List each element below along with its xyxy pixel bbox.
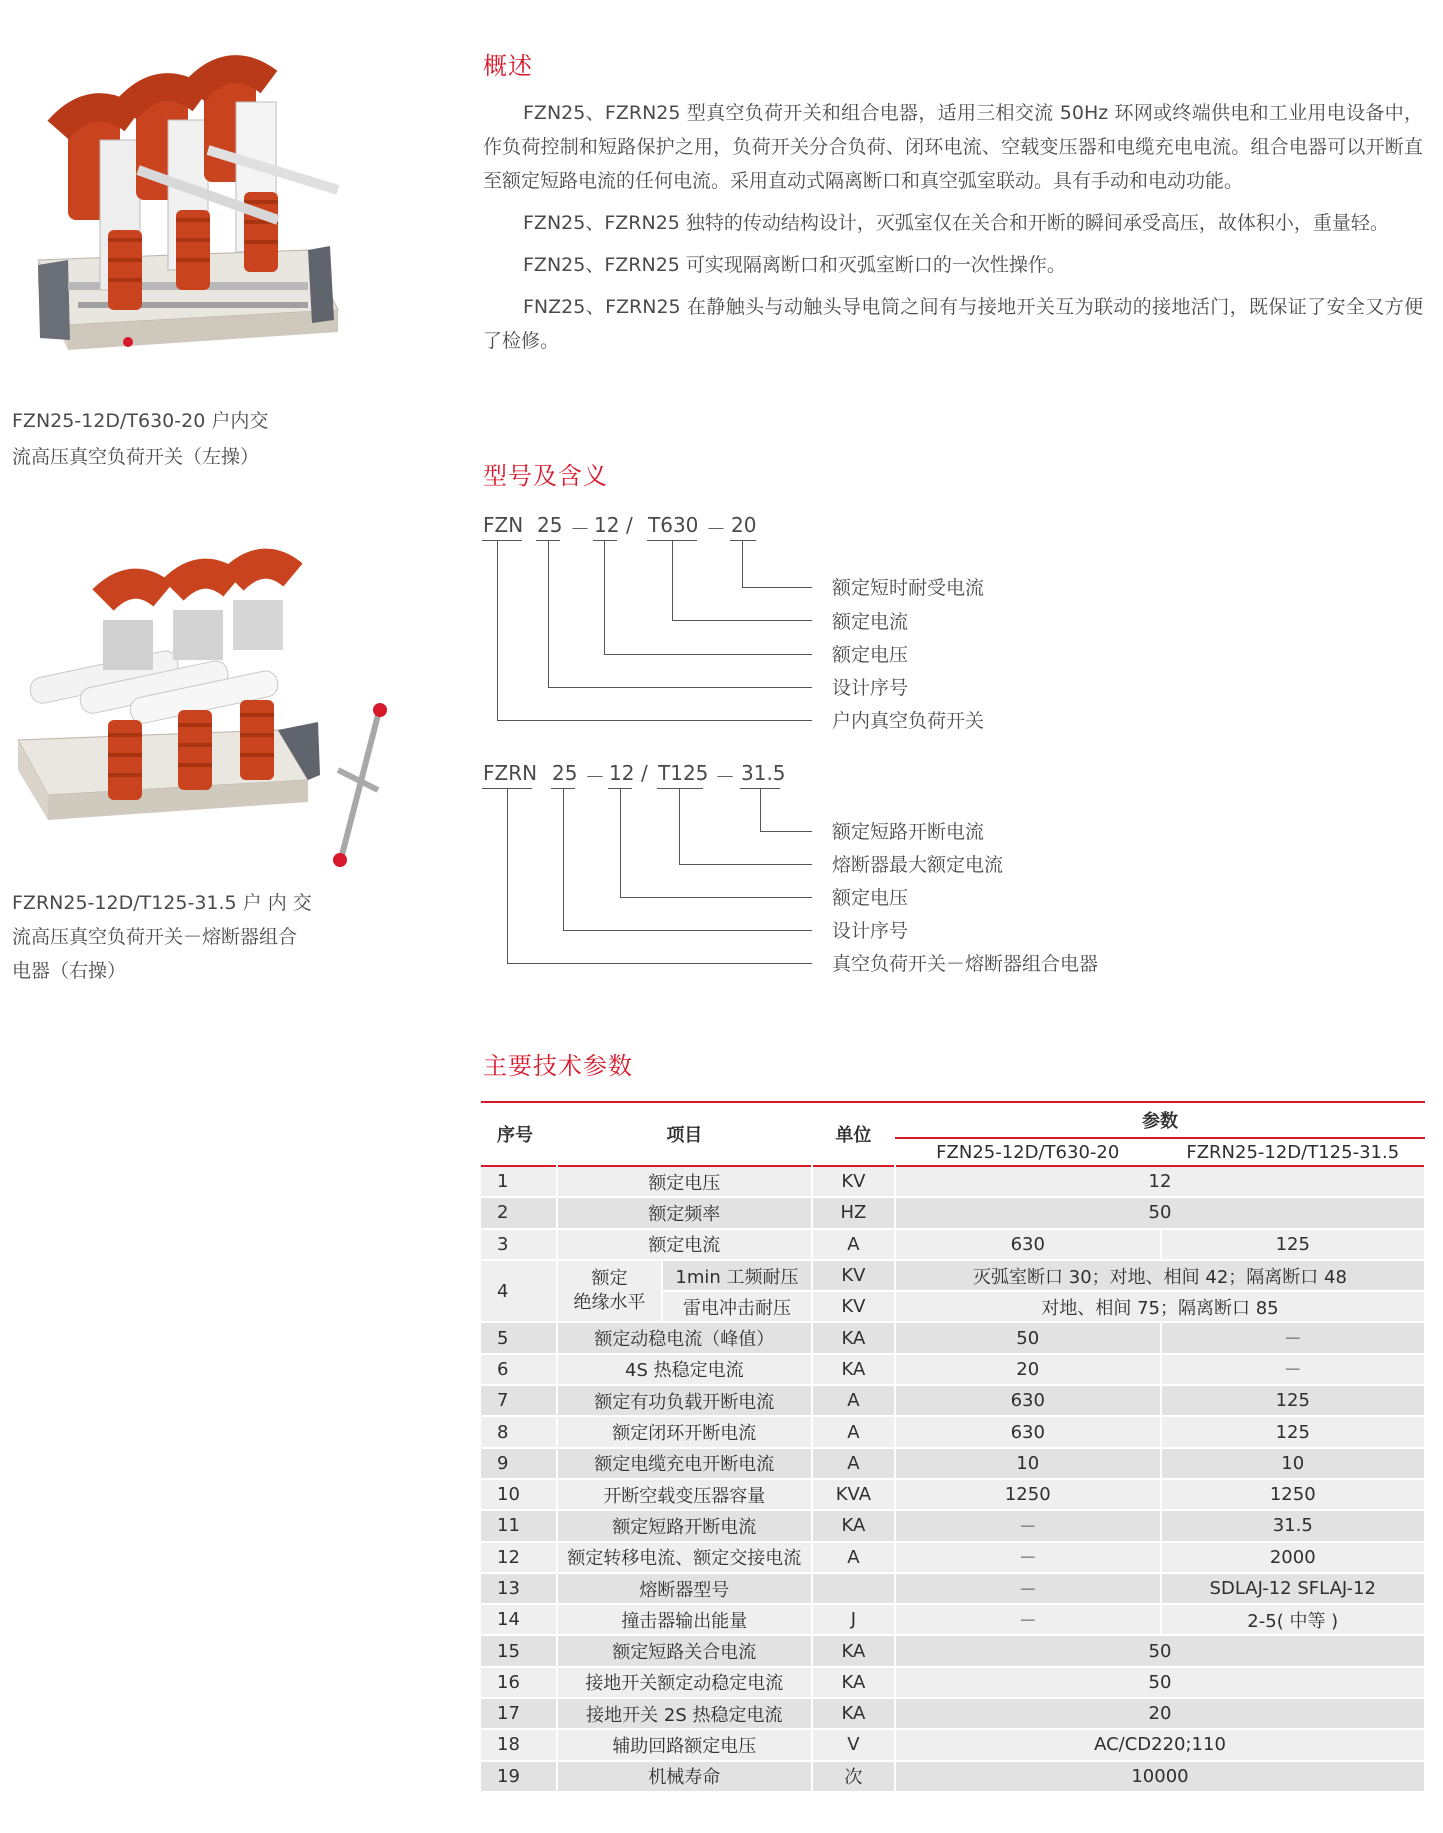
cell-item: 额定闭环开断电流 bbox=[557, 1416, 812, 1447]
cell-unit: KV bbox=[812, 1291, 895, 1322]
model-part: － bbox=[570, 517, 590, 541]
table-row bbox=[481, 1761, 1425, 1792]
cell-value-b: 125 bbox=[1161, 1229, 1426, 1260]
table-row bbox=[481, 1229, 1425, 1260]
model-label: 户内真空负荷开关 bbox=[832, 710, 985, 732]
cell-unit: A bbox=[812, 1385, 895, 1416]
cell-value: 对地、相间 75；隔离断口 85 bbox=[895, 1291, 1425, 1322]
table-row bbox=[481, 1166, 1425, 1197]
header-unit: 单位 bbox=[812, 1102, 895, 1166]
cell-no: 10 bbox=[481, 1479, 557, 1510]
cell-value-b: 2000 bbox=[1161, 1542, 1426, 1573]
cell-no: 4 bbox=[481, 1260, 557, 1323]
model-part: 12 bbox=[594, 513, 620, 537]
cell-no: 19 bbox=[481, 1761, 557, 1792]
model-part: FZRN bbox=[483, 761, 538, 785]
cell-value: 50 bbox=[895, 1635, 1425, 1666]
cell-unit bbox=[812, 1573, 895, 1604]
cell-no: 8 bbox=[481, 1416, 557, 1447]
model-part: FZN bbox=[483, 513, 524, 537]
cell-value-a: 50 bbox=[895, 1322, 1161, 1353]
cell-item: 额定电压 bbox=[557, 1166, 812, 1197]
cell-unit: V bbox=[812, 1729, 895, 1760]
model-label: 熔断器最大额定电流 bbox=[832, 854, 1004, 876]
cell-unit: KA bbox=[812, 1510, 895, 1541]
cell-value: 50 bbox=[895, 1667, 1425, 1698]
cell-no: 1 bbox=[481, 1166, 557, 1197]
cell-unit: KV bbox=[812, 1166, 895, 1197]
cell-unit: KA bbox=[812, 1698, 895, 1729]
model-part: 25 bbox=[537, 513, 563, 537]
cell-unit: KA bbox=[812, 1354, 895, 1385]
cell-no: 13 bbox=[481, 1573, 557, 1604]
cell-unit: KA bbox=[812, 1667, 895, 1698]
caption-line: FZRN25-12D/T125-31.5 户 内 交 bbox=[12, 892, 312, 914]
table-row bbox=[481, 1479, 1425, 1510]
cell-item: 额定动稳电流（峰值） bbox=[557, 1322, 812, 1353]
group-line: 额定 bbox=[591, 1268, 628, 1290]
params-table bbox=[481, 1101, 1426, 1793]
cell-value-a: － bbox=[895, 1510, 1161, 1541]
cell-value-a: － bbox=[895, 1573, 1161, 1604]
cell-value-a: 10 bbox=[895, 1448, 1161, 1479]
table-row bbox=[481, 1635, 1425, 1666]
header-model-b: FZRN25-12D/T125-31.5 bbox=[1161, 1138, 1426, 1166]
cell-value-b: 2-5( 中等 ) bbox=[1161, 1604, 1426, 1635]
cell-unit: HZ bbox=[812, 1197, 895, 1228]
cell-item: 接地开关 2S 热稳定电流 bbox=[557, 1698, 812, 1729]
model-part: T630 bbox=[648, 513, 699, 537]
cell-unit: KA bbox=[812, 1635, 895, 1666]
cell-no: 6 bbox=[481, 1354, 557, 1385]
cell-unit: KA bbox=[812, 1322, 895, 1353]
cell-item: 撞击器输出能量 bbox=[557, 1604, 812, 1635]
cell-value-b: 10 bbox=[1161, 1448, 1426, 1479]
cell-no: 7 bbox=[481, 1385, 557, 1416]
cell-item: 额定有功负载开断电流 bbox=[557, 1385, 812, 1416]
model-part: 25 bbox=[552, 761, 578, 785]
table-row bbox=[481, 1729, 1425, 1760]
cell-value-a: － bbox=[895, 1542, 1161, 1573]
model-part: 20 bbox=[731, 513, 757, 537]
overview-paragraph: FZN25、FZRN25 型真空负荷开关和组合电器，适用三相交流 50Hz 环网或终端供电和工业用电设备中，作负荷控制和短路保护之用，负荷开关分合负荷、闭环电流、空载变压器和电缆充电电流。组合电器可以开断直至额定短路电流的任何电流。采用直动式隔离断口和真空弧室联动。具有手动和电动功能。 bbox=[483, 102, 1423, 192]
cell-item: 熔断器型号 bbox=[557, 1573, 812, 1604]
cell-value-b: 1250 bbox=[1161, 1479, 1426, 1510]
cell-value: 10000 bbox=[895, 1761, 1425, 1792]
cell-no: 15 bbox=[481, 1635, 557, 1666]
cell-value-b: － bbox=[1161, 1322, 1426, 1353]
table-row bbox=[481, 1448, 1425, 1479]
cell-unit: J bbox=[812, 1604, 895, 1635]
caption-line: 电器（右操） bbox=[12, 960, 127, 982]
model-part: － bbox=[585, 765, 605, 789]
table-row bbox=[481, 1573, 1425, 1604]
model-label: 额定短路开断电流 bbox=[832, 821, 985, 843]
overview-text bbox=[483, 96, 1423, 366]
cell-value: 50 bbox=[895, 1197, 1425, 1228]
cell-item: 额定转移电流、额定交接电流 bbox=[557, 1542, 812, 1573]
model-label: 设计序号 bbox=[832, 920, 909, 942]
cell-value-a: 1250 bbox=[895, 1479, 1161, 1510]
table-row bbox=[481, 1698, 1425, 1729]
group-line: 绝缘水平 bbox=[573, 1292, 646, 1314]
cell-item: 4S 热稳定电流 bbox=[557, 1354, 812, 1385]
model-part: / bbox=[641, 761, 648, 785]
cell-no: 9 bbox=[481, 1448, 557, 1479]
cell-item: 接地开关额定动稳定电流 bbox=[557, 1667, 812, 1698]
model-label: 额定电流 bbox=[832, 611, 909, 633]
cell-value-b: SDLAJ-12 SFLAJ-12 bbox=[1161, 1573, 1426, 1604]
overview-title: 概述 bbox=[483, 52, 533, 80]
table-row bbox=[481, 1510, 1425, 1541]
model-part: － bbox=[715, 765, 735, 789]
table-row bbox=[481, 1322, 1425, 1353]
table-row bbox=[481, 1385, 1425, 1416]
cell-value-b: － bbox=[1161, 1354, 1426, 1385]
model-meaning-title: 型号及含义 bbox=[483, 462, 608, 490]
model-part: － bbox=[706, 517, 726, 541]
cell-unit: 次 bbox=[812, 1761, 895, 1792]
cell-value-a: 630 bbox=[895, 1229, 1161, 1260]
cell-no: 3 bbox=[481, 1229, 557, 1260]
header-model-a: FZN25-12D/T630-20 bbox=[895, 1138, 1161, 1166]
cell-no: 16 bbox=[481, 1667, 557, 1698]
model-label: 额定电压 bbox=[832, 644, 909, 666]
model-label: 设计序号 bbox=[832, 677, 909, 699]
cell-value-b: 125 bbox=[1161, 1416, 1426, 1447]
cell-item: 额定短路关合电流 bbox=[557, 1635, 812, 1666]
cell-value: AC/CD220;110 bbox=[895, 1729, 1425, 1760]
header-no: 序号 bbox=[481, 1102, 557, 1166]
cell-item: 额定频率 bbox=[557, 1197, 812, 1228]
cell-value-a: － bbox=[895, 1604, 1161, 1635]
cell-group bbox=[557, 1260, 662, 1323]
table-row bbox=[481, 1197, 1425, 1228]
params-title: 主要技术参数 bbox=[483, 1052, 633, 1080]
cell-item: 开断空载变压器容量 bbox=[557, 1479, 812, 1510]
model-part: / bbox=[626, 513, 633, 537]
caption-line: 流高压真空负荷开关－熔断器组合 bbox=[12, 926, 298, 948]
cell-value-a: 20 bbox=[895, 1354, 1161, 1385]
model-part: T125 bbox=[658, 761, 709, 785]
product-image-fzrn25 bbox=[8, 540, 418, 870]
cell-value: 20 bbox=[895, 1698, 1425, 1729]
cell-no: 14 bbox=[481, 1604, 557, 1635]
table-row bbox=[481, 1542, 1425, 1573]
cell-unit: A bbox=[812, 1448, 895, 1479]
cell-item: 辅助回路额定电压 bbox=[557, 1729, 812, 1760]
header-param: 参数 bbox=[895, 1102, 1425, 1138]
cell-value-a: 630 bbox=[895, 1385, 1161, 1416]
cell-sub-item: 雷电冲击耐压 bbox=[662, 1291, 812, 1322]
figure-caption-fzn25 bbox=[12, 403, 342, 475]
overview-paragraph: FZN25、FZRN25 独特的传动结构设计，灭弧室仅在关合和开断的瞬间承受高压，故体积小，重量轻。 bbox=[523, 212, 1389, 234]
model-label: 额定电压 bbox=[832, 887, 909, 909]
cell-unit: KVA bbox=[812, 1479, 895, 1510]
table-row bbox=[481, 1354, 1425, 1385]
cell-item: 额定电流 bbox=[557, 1229, 812, 1260]
table-row bbox=[481, 1604, 1425, 1635]
cell-item: 额定电缆充电开断电流 bbox=[557, 1448, 812, 1479]
table-row bbox=[481, 1667, 1425, 1698]
cell-value-a: 630 bbox=[895, 1416, 1161, 1447]
cell-no: 5 bbox=[481, 1322, 557, 1353]
model-label: 真空负荷开关－熔断器组合电器 bbox=[832, 953, 1099, 975]
caption-line: 流高压真空负荷开关（左操） bbox=[12, 446, 260, 468]
cell-value-b: 125 bbox=[1161, 1385, 1426, 1416]
cell-no: 18 bbox=[481, 1729, 557, 1760]
cell-value: 灭弧室断口 30；对地、相间 42；隔离断口 48 bbox=[895, 1260, 1425, 1291]
cell-value: 12 bbox=[895, 1166, 1425, 1197]
cell-value-b: 31.5 bbox=[1161, 1510, 1426, 1541]
cell-unit: A bbox=[812, 1542, 895, 1573]
figure-caption-fzrn25 bbox=[12, 886, 342, 988]
header-item: 项目 bbox=[557, 1102, 812, 1166]
cell-no: 2 bbox=[481, 1197, 557, 1228]
cell-item: 额定短路开断电流 bbox=[557, 1510, 812, 1541]
cell-unit: A bbox=[812, 1416, 895, 1447]
cell-no: 11 bbox=[481, 1510, 557, 1541]
product-image-fzn25 bbox=[8, 20, 418, 400]
model-label: 额定短时耐受电流 bbox=[832, 577, 985, 599]
overview-paragraph: FNZ25、FZRN25 在静触头与动触头导电筒之间有与接地开关互为联动的接地活门，既保证了安全又方便了检修。 bbox=[483, 296, 1423, 352]
model-part: 12 bbox=[609, 761, 635, 785]
table-row bbox=[481, 1260, 1425, 1291]
table-row bbox=[481, 1416, 1425, 1447]
cell-item: 机械寿命 bbox=[557, 1761, 812, 1792]
model-part: 31.5 bbox=[741, 761, 786, 785]
cell-no: 12 bbox=[481, 1542, 557, 1573]
cell-no: 17 bbox=[481, 1698, 557, 1729]
overview-paragraph: FZN25、FZRN25 可实现隔离断口和灭弧室断口的一次性操作。 bbox=[523, 254, 1066, 276]
cell-unit: A bbox=[812, 1229, 895, 1260]
cell-sub-item: 1min 工频耐压 bbox=[662, 1260, 812, 1291]
caption-line: FZN25-12D/T630-20 户内交 bbox=[12, 410, 269, 432]
cell-unit: KV bbox=[812, 1260, 895, 1291]
